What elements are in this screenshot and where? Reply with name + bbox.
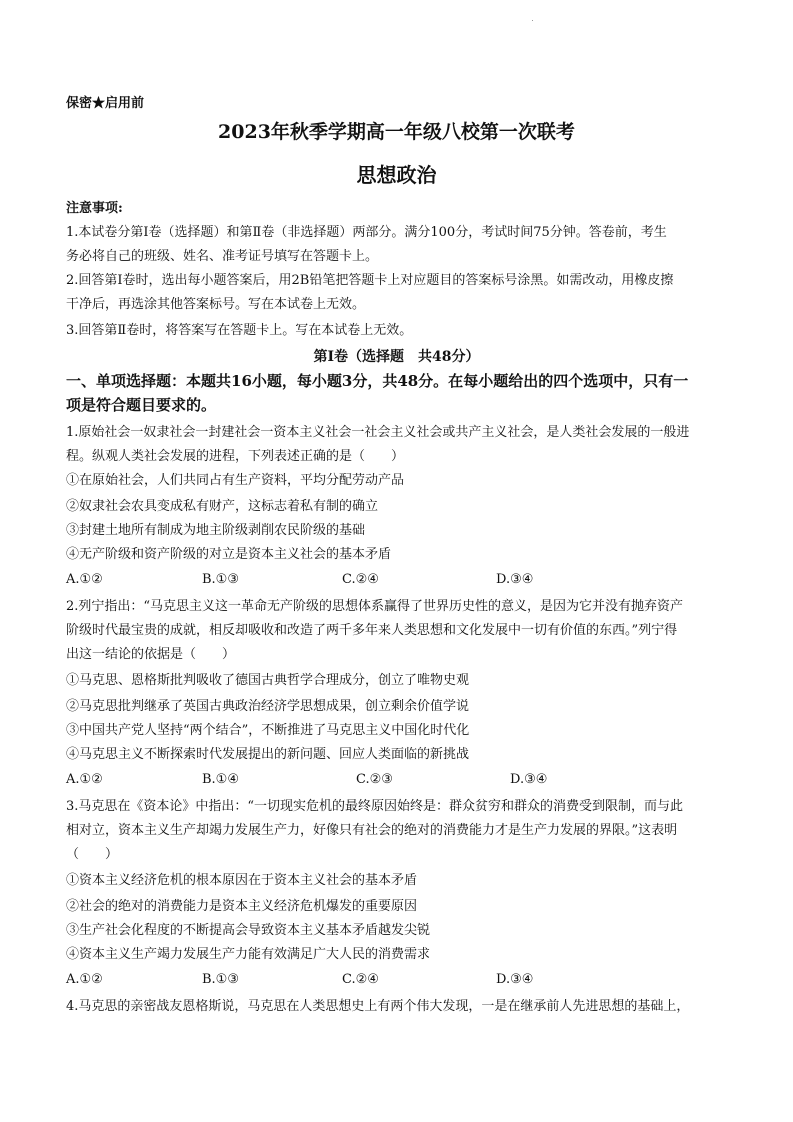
section-instruction: 项是符合题目要求的。	[66, 396, 217, 414]
question-3-item: ④资本主义生产竭力发展生产力能有效满足广大人民的消费需求	[66, 947, 431, 962]
question-1-item: ④无产阶级和资产阶级的对立是资本主义社会的基本矛盾	[66, 547, 392, 562]
question-3-stem: （ ）	[66, 847, 119, 862]
question-2-options	[66, 772, 746, 790]
question-1-stem: 程。纵观人类社会发展的进程，下列表述正确的是（ ）	[66, 449, 405, 464]
question-3-stem: 3.马克思在《资本论》中指出：“一切现实危机的最终原因始终是：群众贫穷和群众的消费受到限制，而与此	[66, 799, 684, 814]
option-c: C.②③	[356, 772, 393, 787]
option-d: D.③④	[510, 772, 548, 787]
question-3-item: ①资本主义经济危机的根本原因在于资本主义社会的基本矛盾	[66, 873, 418, 888]
option-d: D.③④	[496, 572, 534, 587]
option-c: C.②④	[342, 972, 379, 987]
question-2-item: ②马克思批判继承了英国古典政治经济学思想成果，创立剩余价值学说	[66, 699, 470, 714]
question-2-item: ④马克思主义不断探索时代发展提出的新问题、回应人类面临的新挑战	[66, 747, 470, 762]
notes-line: 3.回答第Ⅱ卷时，将答案写在答题卡上。写在本试卷上无效。	[66, 323, 413, 338]
exam-title: 2023年秋季学期高一年级八校第一次联考	[218, 121, 575, 143]
question-2-item: ①马克思、恩格斯批判吸收了德国古典哲学合理成分，创立了唯物史观	[66, 673, 470, 688]
question-2-stem: 2.列宁指出：“马克思主义这一革命无产阶级的思想体系赢得了世界历史性的意义，是因为它并没有抛弃资产	[66, 599, 684, 614]
question-1-stem: 1.原始社会一奴隶社会一封建社会一资本主义社会一社会主义社会或共产主义社会，是人类社会发展的一般进	[66, 425, 690, 440]
notes-line: 务必将自己的班级、姓名、准考证号填写在答题卡上。	[66, 249, 379, 264]
option-b: B.①③	[202, 972, 239, 987]
option-a: A.①②	[66, 772, 103, 787]
question-1-options	[66, 572, 746, 590]
question-3-item: ②社会的绝对的消费能力是资本主义经济危机爆发的重要原因	[66, 899, 418, 914]
subject-title: 思想政治	[356, 163, 437, 187]
part1-heading: 第Ⅰ卷（选择题 共48分）	[313, 349, 480, 365]
question-2-stem: 出这一结论的依据是（ ）	[66, 647, 236, 662]
option-c: C.②④	[342, 572, 379, 587]
question-3-stem: 相对立，资本主义生产却竭力发展生产力，好像只有社会的绝对的消费能力才是生产力发展的界限。”这表明	[66, 823, 678, 838]
section-instruction: 一、单项选择题：本题共16小题，每小题3分，共48分。在每小题给出的四个选项中，只有一	[66, 372, 689, 390]
question-1-item: ③封建土地所有制成为地主阶级剥削农民阶级的基础	[66, 523, 366, 538]
question-4-stem: 4.马克思的亲密战友恩格斯说，马克思在人类思想史上有两个伟大发现，一是在继承前人先进思想的基础上，	[66, 999, 690, 1014]
scan-dot	[532, 20, 533, 21]
notes-line: 干净后，再选涂其他答案标号。写在本试卷上无效。	[66, 297, 366, 312]
option-b: B.①④	[202, 772, 239, 787]
secret-mark: 保密★启用前	[66, 96, 145, 111]
option-a: A.①②	[66, 572, 103, 587]
question-2-item: ③中国共产党人坚持“两个结合”，不断推进了马克思主义中国化时代化	[66, 723, 470, 738]
question-3-item: ③生产社会化程度的不断提高会导致资本主义基本矛盾越发尖锐	[66, 923, 431, 938]
option-a: A.①②	[66, 972, 103, 987]
notes-heading: 注意事项:	[66, 201, 123, 216]
notes-line: 2.回答第Ⅰ卷时，选出每小题答案后，用2B铅笔把答题卡上对应题目的答案标号涂黑。如需改动，用橡皮擦	[66, 273, 674, 288]
option-d: D.③④	[496, 972, 534, 987]
question-2-stem: 阶级时代最宝贵的成就，相反却吸收和改造了两千多年来人类思想和文化发展中一切有价值的东西。”列宁得	[66, 623, 678, 638]
option-b: B.①③	[202, 572, 239, 587]
notes-line: 1.本试卷分第Ⅰ卷（选择题）和第Ⅱ卷（非选择题）两部分。满分100分，考试时间75分钟。答卷前，考生	[66, 225, 667, 240]
question-1-item: ②奴隶社会农具变成私有财产，这标志着私有制的确立	[66, 499, 379, 514]
question-1-item: ①在原始社会，人们共同占有生产资料，平均分配劳动产品	[66, 473, 405, 488]
question-3-options	[66, 972, 746, 990]
